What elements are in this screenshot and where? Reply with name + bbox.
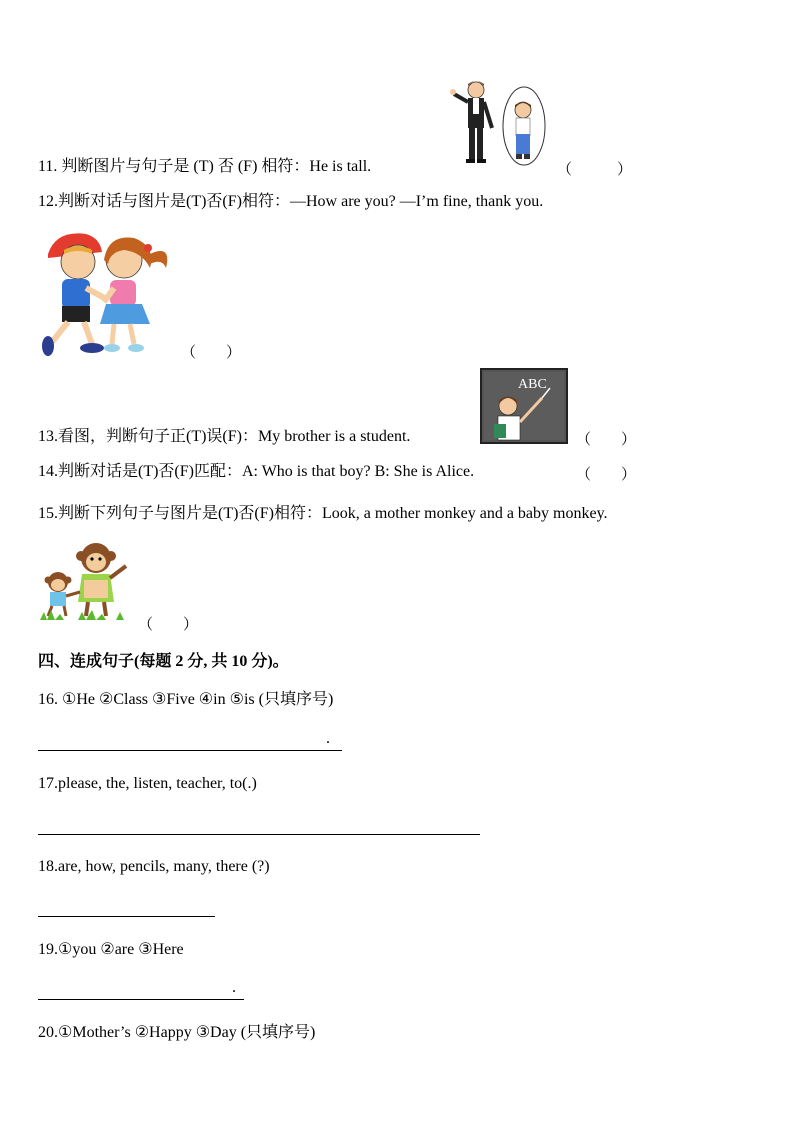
answer-paren-14[interactable]: （ ） <box>576 467 637 483</box>
answer-paren-12[interactable]: （ ） <box>181 345 242 361</box>
period-19: . <box>232 979 236 996</box>
question-15: 15.判断下列句子与图片是(T)否(F)相符：Look, a mother monkey and a baby monkey. <box>38 505 608 522</box>
answer-line-16[interactable] <box>38 750 342 751</box>
children-handshake-image <box>38 224 174 358</box>
question-17: 17.please, the, listen, teacher, to(.) <box>38 775 257 792</box>
answer-line-18[interactable] <box>38 916 215 917</box>
monkeys-image <box>38 540 130 624</box>
question-18: 18.are, how, pencils, many, there (?) <box>38 858 270 875</box>
question-11: 11. 判断图片与句子是 (T) 否 (F) 相符：He is tall. <box>38 158 372 175</box>
section-4-heading: 四、连成句子(每题 2 分, 共 10 分)。 <box>38 653 289 670</box>
answer-line-19[interactable] <box>38 999 244 1000</box>
question-13: 13.看图，判断句子正(T)误(F)：My brother is a student. <box>38 428 411 445</box>
answer-paren-13[interactable]: （ ） <box>576 432 637 448</box>
question-14: 14.判断对话是(T)否(F)匹配：A: Who is that boy? B: She is Alice. <box>38 463 475 480</box>
question-16: 16. ①He ②Class ③Five ④in ⑤is (只填序号) <box>38 691 334 708</box>
period-16: . <box>326 730 330 747</box>
answer-paren-11[interactable]: （ ） <box>557 162 633 178</box>
question-20: 20.①Mother’s ②Happy ③Day (只填序号) <box>38 1024 316 1041</box>
teacher-blackboard-image <box>480 368 568 444</box>
question-12: 12.判断对话与图片是(T)否(F)相符：—How are you? —I’m fine, thank you. <box>38 193 544 210</box>
question-19: 19.①you ②are ③Here <box>38 941 184 958</box>
answer-line-17[interactable] <box>38 834 480 835</box>
tall-short-men-image <box>446 76 550 168</box>
answer-paren-15[interactable]: （ ） <box>138 617 199 633</box>
blackboard-text: ABC <box>518 377 547 392</box>
